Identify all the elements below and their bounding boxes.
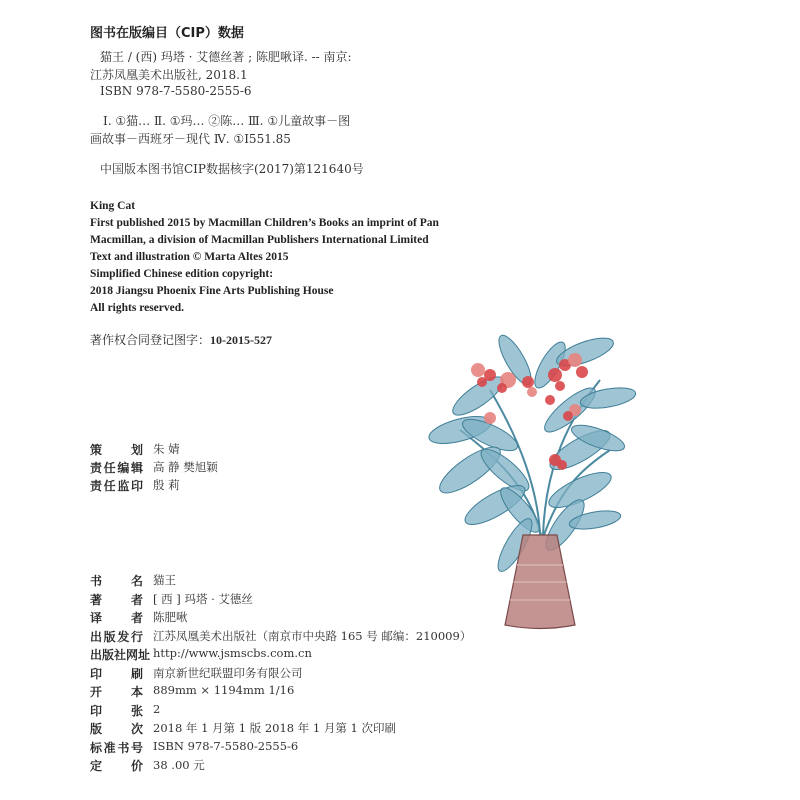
berry bbox=[477, 377, 487, 387]
pub-label bbox=[90, 609, 143, 626]
pub-label-char: 号 bbox=[130, 740, 143, 755]
berry bbox=[497, 383, 507, 393]
credit-label-char: 责 bbox=[90, 461, 103, 475]
pub-value: ISBN 978-7-5580-2555-6 bbox=[153, 738, 299, 753]
berry bbox=[563, 411, 573, 421]
cip-line: Ⅰ. ①猫… Ⅱ. ①玛… ②陈… Ⅲ. ①儿童故事－图 bbox=[103, 114, 351, 128]
credit-value: 高 静 樊旭颖 bbox=[153, 460, 218, 474]
pub-label bbox=[90, 720, 143, 737]
cip-number: 中国版本图书馆CIP数据核字(2017)第121640号 bbox=[100, 162, 364, 176]
leaf bbox=[448, 371, 509, 422]
berry bbox=[568, 353, 582, 367]
credit-label-char: 任 bbox=[103, 479, 116, 493]
pub-value: [ 西 ] 玛塔 · 艾德丝 bbox=[153, 591, 253, 606]
credit-label-char: 印 bbox=[130, 479, 143, 493]
pub-label-char: 出 bbox=[90, 629, 103, 644]
english-line: First published 2015 by Macmillan Children’s Books an imprint of Pan bbox=[90, 217, 439, 229]
pub-label-char: 准 bbox=[103, 740, 116, 755]
pub-label-char: 印 bbox=[90, 666, 103, 681]
pub-value: 2018 年 1 月第 1 版 2018 年 1 月第 1 次印刷 bbox=[153, 721, 397, 735]
pub-label-char: 印 bbox=[90, 703, 103, 718]
berry bbox=[522, 376, 534, 388]
copyright-registration bbox=[90, 331, 272, 348]
berry bbox=[576, 366, 588, 378]
pub-label bbox=[90, 665, 143, 682]
pub-label-char: 定 bbox=[90, 759, 103, 773]
pub-label-char: 著 bbox=[90, 592, 103, 607]
credit-value: 朱 婧 bbox=[153, 442, 180, 456]
pub-label-char: 行 bbox=[130, 629, 143, 644]
credit-label-char: 责 bbox=[90, 479, 103, 493]
cip-title: 图书在版编目（CIP）数据 bbox=[90, 26, 244, 41]
berry bbox=[527, 387, 537, 397]
cip-line: 猫王 / (西) 玛塔 · 艾德丝著 ; 陈肥啾译. -- 南京: bbox=[100, 50, 352, 64]
berry bbox=[545, 395, 555, 405]
berry bbox=[484, 412, 496, 424]
pub-value: 2 bbox=[153, 701, 161, 716]
english-line: 2018 Jiangsu Phoenix Fine Arts Publishing House bbox=[90, 285, 334, 297]
pub-label-char: 书 bbox=[117, 740, 130, 755]
credit-label-char: 辑 bbox=[130, 461, 143, 475]
credit-label bbox=[90, 459, 143, 476]
pub-label-char: 名 bbox=[130, 574, 143, 588]
credit-label-char: 监 bbox=[117, 479, 130, 493]
pub-label-char: 次 bbox=[130, 722, 143, 736]
pub-label bbox=[90, 572, 143, 589]
copyright-registration-number: 10-2015-527 bbox=[210, 333, 273, 347]
credit-label bbox=[90, 477, 143, 494]
pub-value: 猫王 bbox=[153, 573, 176, 587]
pub-label-char: 版 bbox=[103, 629, 116, 644]
pub-label-char: 出版社网址 bbox=[90, 648, 151, 662]
pub-label-char: 者 bbox=[130, 611, 143, 625]
berry bbox=[555, 381, 565, 391]
pub-label bbox=[90, 739, 143, 756]
pub-label bbox=[90, 702, 143, 719]
credit-label-char: 划 bbox=[130, 443, 143, 457]
berry bbox=[557, 460, 567, 470]
pub-label-char: 者 bbox=[130, 592, 143, 607]
credit-label bbox=[90, 441, 143, 458]
berry bbox=[548, 368, 562, 382]
plant-in-vase-illustration bbox=[420, 320, 640, 660]
pub-value: 889mm × 1194mm 1/16 bbox=[153, 683, 295, 697]
english-title: King Cat bbox=[90, 200, 136, 212]
pub-label bbox=[90, 628, 143, 645]
pub-label bbox=[90, 683, 143, 700]
pub-value: 38 .00 元 bbox=[153, 758, 205, 772]
credit-label-char: 策 bbox=[90, 443, 103, 457]
pub-label-char: 译 bbox=[90, 611, 103, 625]
pub-label-char: 发 bbox=[117, 629, 130, 644]
pub-label-char: 版 bbox=[90, 722, 103, 736]
pub-label bbox=[90, 757, 143, 774]
english-line: Simplified Chinese edition copyright: bbox=[90, 268, 274, 280]
english-line: Macmillan, a division of Macmillan Publishers International Limited bbox=[90, 234, 429, 246]
berry bbox=[471, 363, 485, 377]
pub-label-char: 书 bbox=[90, 574, 103, 588]
pub-label-char: 刷 bbox=[130, 666, 143, 681]
pub-label bbox=[90, 591, 143, 608]
english-line: Text and illustration © Marta Altes 2015 bbox=[90, 251, 289, 263]
pub-label-char: 本 bbox=[130, 685, 143, 699]
cip-line: 画故事－西班牙－现代 Ⅳ. ①I551.85 bbox=[90, 132, 291, 146]
english-line: All rights reserved. bbox=[90, 302, 185, 314]
credit-value: 殷 莉 bbox=[153, 478, 180, 492]
pub-value: 江苏凤凰美术出版社（南京市中央路 165 号 邮编：210009） bbox=[153, 628, 472, 643]
credit-label-char: 任 bbox=[103, 461, 116, 475]
pub-label bbox=[90, 646, 150, 663]
pub-label-char: 开 bbox=[90, 685, 103, 699]
copyright-registration-label: 著作权合同登记图字： bbox=[90, 333, 211, 347]
cip-line: ISBN 978-7-5580-2555-6 bbox=[100, 84, 252, 98]
pub-label-char: 张 bbox=[130, 703, 143, 718]
pub-value: 陈肥啾 bbox=[153, 610, 188, 624]
pub-label-char: 价 bbox=[130, 759, 143, 773]
pub-label-char: 标 bbox=[90, 740, 103, 755]
pub-value: 南京新世纪联盟印务有限公司 bbox=[153, 665, 303, 680]
pub-value: http://www.jsmscbs.com.cn bbox=[153, 646, 312, 660]
cip-line: 江苏凤凰美术出版社, 2018.1 bbox=[90, 68, 248, 82]
credit-label-char: 编 bbox=[117, 461, 130, 475]
